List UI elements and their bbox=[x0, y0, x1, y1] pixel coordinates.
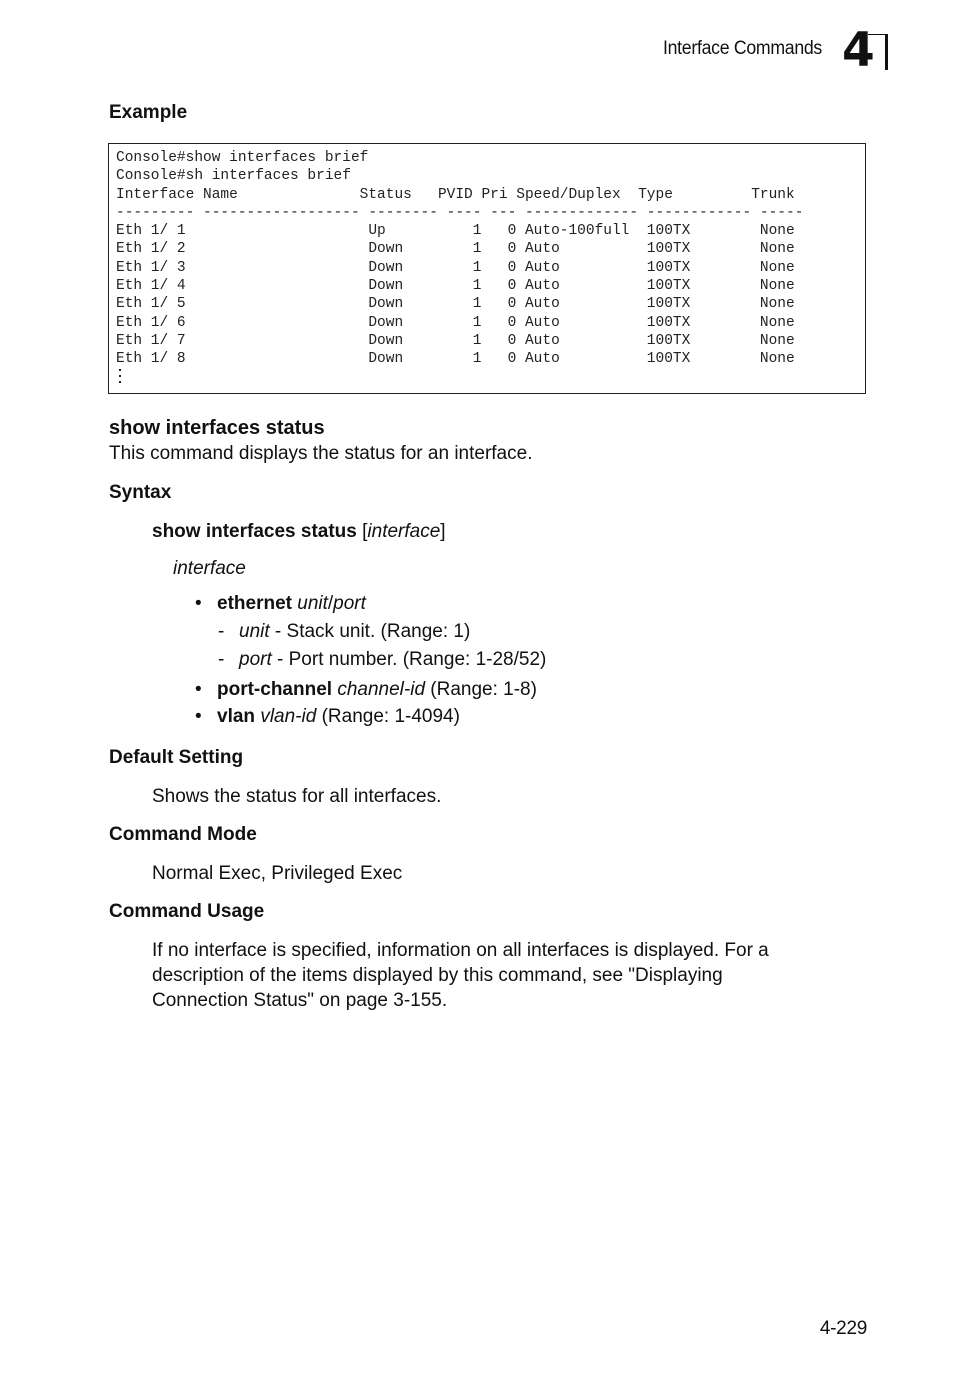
syntax-line bbox=[152, 519, 446, 544]
ellipsis-vertical-icon bbox=[119, 369, 123, 387]
code-example: Console#show interfaces brief Console#sh interfaces brief Interface Name Status PVID Pri Speed/Duplex Type Trunk --------- ------------------ -------- ---- --- ------------- ------------ ----- Eth 1/ 1 Up 1 0 Auto-100full 100TX None Eth 1/ 2 Down 1 0 Auto 100TX None Eth 1/ 3 Down 1 0 Auto 100TX None Eth 1/ 4 Down 1 0 Auto 100TX None Eth 1/ 5 Down 1 0 Auto 100TX None Eth 1/ 6 Down 1 0 Auto 100TX None Eth 1/ 7 Down 1 0 Auto 100TX None Eth 1/ 8 Down 1 0 Auto 100TX None bbox=[116, 150, 804, 368]
command-usage-line: description of the items displayed by this command, see "Displaying bbox=[152, 965, 723, 986]
page-number: 4-229 bbox=[819, 1318, 867, 1339]
default-setting-text: Shows the status for all interfaces. bbox=[152, 786, 442, 807]
chapter-number: 4 bbox=[842, 23, 875, 78]
bullet-icon: • bbox=[195, 706, 202, 727]
list-item-vlan: vlan vlan-id (Range: 1-4094) bbox=[217, 706, 460, 727]
subitem-port: port - Port number. (Range: 1-28/52) bbox=[239, 649, 547, 670]
bullet-icon: • bbox=[195, 679, 202, 700]
example-heading: Example bbox=[109, 102, 188, 123]
syntax-heading: Syntax bbox=[109, 482, 172, 503]
command-mode-text: Normal Exec, Privileged Exec bbox=[152, 863, 403, 884]
subitem-unit: unit - Stack unit. (Range: 1) bbox=[239, 621, 471, 642]
syntax-close-bracket: ] bbox=[440, 521, 446, 542]
running-title: Interface Commands bbox=[662, 38, 822, 59]
bullet-icon: • bbox=[195, 593, 202, 614]
code-example-box bbox=[108, 143, 866, 394]
syntax-command: show interfaces status bbox=[152, 521, 357, 542]
command-usage-heading: Command Usage bbox=[109, 901, 265, 922]
syntax-param: interface bbox=[367, 521, 441, 542]
command-usage-line: Connection Status" on page 3-155. bbox=[152, 990, 448, 1011]
default-setting-heading: Default Setting bbox=[109, 747, 244, 768]
param-label: interface bbox=[173, 558, 246, 579]
command-usage-line: If no interface is specified, information on all interfaces is displayed. For a bbox=[152, 940, 769, 961]
list-item-port-channel: port-channel channel-id (Range: 1-8) bbox=[217, 679, 537, 700]
command-title: show interfaces status bbox=[109, 417, 325, 439]
syntax-open-bracket: [ bbox=[362, 521, 368, 542]
command-mode-heading: Command Mode bbox=[109, 824, 257, 845]
list-item-ethernet: ethernet unit/port bbox=[217, 593, 366, 614]
dash-marker: - bbox=[218, 621, 225, 642]
dash-marker: - bbox=[218, 649, 225, 670]
command-description: This command displays the status for an interface. bbox=[109, 443, 533, 464]
